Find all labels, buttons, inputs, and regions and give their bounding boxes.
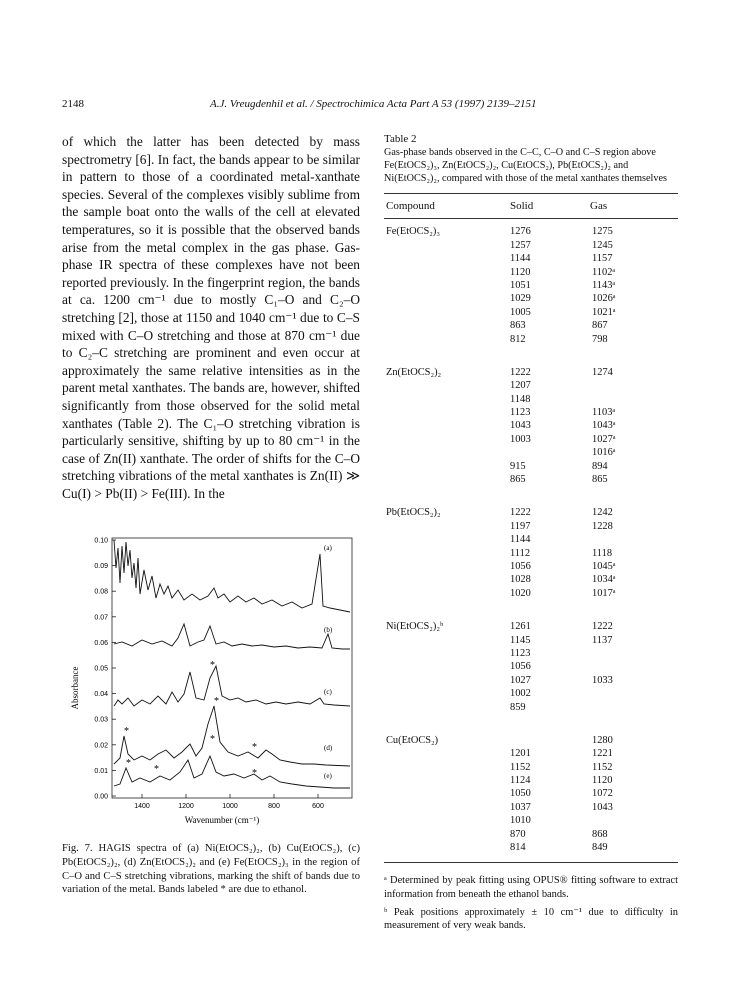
y-tick-label: 0.01 (94, 767, 108, 775)
header-compound: Compound (386, 200, 435, 213)
solid-cell: 1148 (510, 393, 531, 405)
table-row (384, 379, 678, 392)
gas-cell: 1118 (592, 547, 613, 559)
y-tick-label: 0.05 (94, 665, 108, 673)
solid-cell: 1201 (510, 748, 531, 760)
gas-cell: 1016ᵃ (592, 447, 616, 459)
ethanol-marker: * (252, 742, 257, 753)
gas-cell: 849 (592, 842, 608, 854)
table-row (384, 734, 678, 747)
group-spacer (384, 600, 678, 620)
group-spacer (384, 486, 678, 506)
solid-cell: 1112 (510, 547, 531, 559)
ethanol-marker: * (210, 660, 215, 671)
table-caption: Gas-phase bands observed in the C–C, C–O and C–S region above Fe(EtOCS₂)₃, Zn(EtOCS₂)₂, Cu(EtOCS₂), Pb(EtOCS₂)₂ and Ni(EtOCS₂)₂, compared with those of the metal xanthates themselves (384, 147, 667, 184)
gas-cell: 798 (592, 333, 608, 345)
table-row (384, 787, 678, 800)
gas-cell: 1102ᵃ (592, 266, 616, 278)
solid-cell: 1043 (510, 420, 531, 432)
header-solid: Solid (510, 200, 534, 213)
y-tick-label: 0.06 (94, 639, 108, 647)
table-row (384, 366, 678, 379)
table-row (384, 573, 678, 586)
ethanol-marker: * (154, 764, 159, 775)
table-row (384, 747, 678, 760)
table-row (384, 266, 678, 279)
table-row (384, 419, 678, 432)
trace-label-e: (e) (324, 772, 332, 780)
gas-cell: 867 (592, 320, 608, 332)
solid-cell: 1027 (510, 674, 531, 686)
y-tick-label: 0.10 (94, 537, 108, 545)
solid-cell: 1145 (510, 634, 531, 646)
solid-cell: 1197 (510, 520, 531, 532)
solid-cell: 870 (510, 828, 526, 840)
y-ticks (94, 538, 116, 801)
x-axis-label: Wavenumber (cm⁻¹) (184, 815, 260, 825)
trace-e (114, 756, 350, 788)
gas-cell: 1021ᵃ (592, 306, 616, 318)
solid-cell: 1276 (510, 226, 531, 238)
gas-cell: 1143ᵃ (592, 279, 616, 291)
solid-cell: 863 (510, 320, 526, 332)
compound-cell: Pb(EtOCS₂)₂ (386, 507, 441, 519)
header-gas: Gas (590, 200, 608, 213)
compound-cell: Ni(EtOCS₂)₂ᵇ (386, 621, 444, 633)
solid-cell: 1144 (510, 253, 531, 265)
table-row (384, 828, 678, 841)
table-row (384, 647, 678, 660)
ethanol-marker: * (126, 758, 131, 769)
solid-cell: 1124 (510, 775, 531, 787)
table-row (384, 774, 678, 787)
table-row (384, 279, 678, 292)
table-row (384, 446, 678, 459)
gas-cell: 1120 (592, 775, 613, 787)
gas-cell: 1280 (592, 734, 613, 746)
table-row (384, 587, 678, 600)
compound-cell: Cu(EtOCS₂) (386, 734, 439, 746)
gas-cell: 1152 (592, 761, 613, 773)
table-row (384, 801, 678, 814)
spectra-plot (62, 528, 360, 828)
group-spacer (384, 346, 678, 366)
x-tick-label: 800 (268, 803, 280, 810)
table-row (384, 761, 678, 774)
solid-cell: 1003 (510, 433, 531, 445)
table-row (384, 333, 678, 346)
ethanol-marker: * (124, 726, 129, 737)
gas-cell: 1222 (592, 621, 613, 633)
solid-cell: 1050 (510, 788, 531, 800)
gas-cell: 1017ᵃ (592, 587, 616, 599)
x-ticks (134, 794, 324, 810)
y-tick-label: 0.09 (94, 563, 108, 571)
solid-cell: 1056 (510, 661, 531, 673)
group-spacer (384, 714, 678, 734)
running-head: A.J. Vreugdenhil et al. / Spectrochimica Acta Part A 53 (1997) 2139–2151 (210, 98, 537, 110)
solid-cell: 814 (510, 842, 526, 854)
ethanol-marker: * (252, 768, 257, 779)
gas-cell: 1043 (592, 801, 613, 813)
y-tick-label: 0.03 (94, 716, 108, 724)
solid-cell: 1002 (510, 688, 531, 700)
solid-cell: 1152 (510, 761, 531, 773)
table-row (384, 701, 678, 714)
table-body (384, 225, 678, 854)
gas-cell: 1045ᵃ (592, 560, 616, 572)
compound-cell: Zn(EtOCS₂)₂ (386, 366, 442, 378)
trace-label-b: (b) (324, 626, 333, 634)
solid-cell: 1051 (510, 279, 531, 291)
gas-cell: 1034ᵃ (592, 574, 616, 586)
trace-c (114, 666, 350, 706)
trace-labels (124, 544, 333, 780)
table-row (384, 620, 678, 633)
table-row (384, 547, 678, 560)
table-row (384, 406, 678, 419)
table-footnotes (384, 874, 678, 937)
table-row (384, 460, 678, 473)
footnote-b: ᵇ Peak positions approximately ± 10 cm⁻¹ due to difficulty in measurement of very weak bands. (384, 906, 678, 932)
gas-cell: 1228 (592, 520, 613, 532)
gas-cell: 1033 (592, 674, 613, 686)
solid-cell: 1005 (510, 306, 531, 318)
page-number: 2148 (62, 98, 84, 110)
gas-cell: 1275 (592, 226, 613, 238)
ethanol-marker: * (210, 734, 215, 745)
figure-7 (62, 528, 360, 828)
y-tick-label: 0.07 (94, 614, 108, 622)
table-header (384, 194, 678, 218)
gas-cell: 1027ᵃ (592, 433, 616, 445)
gas-cell: 894 (592, 460, 608, 472)
gas-cell: 1072 (592, 788, 613, 800)
solid-cell: 1123 (510, 407, 531, 419)
trace-label-a: (a) (324, 544, 332, 552)
trace-label-c: (c) (324, 688, 332, 696)
trace-d (114, 706, 350, 766)
right-column (384, 133, 678, 863)
gas-cell: 1274 (592, 366, 613, 378)
figure-caption: Fig. 7. HAGIS spectra of (a) Ni(EtOCS₂)₂, (b) Cu(EtOCS₂), (c) Pb(EtOCS₂)₂, (d) Zn(EtOCS₂)₂ and (e) Fe(EtOCS₂)₃ in the region of C–O and C–S stretching vibrations, marking the shift of bands due to variation of the metal. Bands labeled * are due to ethanol. (62, 843, 360, 896)
gas-cell: 1157 (592, 253, 613, 265)
solid-cell: 1222 (510, 366, 531, 378)
y-tick-label: 0.08 (94, 588, 108, 596)
solid-cell: 915 (510, 460, 526, 472)
gas-cell: 1103ᵃ (592, 407, 616, 419)
x-tick-label: 1400 (134, 803, 150, 810)
y-tick-label: 0.00 (94, 793, 108, 801)
table-row (384, 306, 678, 319)
solid-cell: 1222 (510, 507, 531, 519)
table-row (384, 687, 678, 700)
y-tick-label: 0.02 (94, 742, 108, 750)
table-row (384, 433, 678, 446)
gas-cell: 868 (592, 828, 608, 840)
table-row (384, 319, 678, 332)
solid-cell: 1010 (510, 815, 531, 827)
gas-cell: 1043ᵃ (592, 420, 616, 432)
gas-cell: 1245 (592, 239, 613, 251)
table-title: Table 2 (384, 133, 417, 145)
table-row (384, 520, 678, 533)
trace-a (114, 540, 350, 612)
table-row (384, 560, 678, 573)
table-row (384, 252, 678, 265)
table-row (384, 239, 678, 252)
solid-cell: 1020 (510, 587, 531, 599)
spectra-traces (114, 540, 350, 788)
gas-cell: 1221 (592, 748, 613, 760)
trace-b (114, 624, 350, 649)
left-column (62, 133, 360, 502)
solid-cell: 1120 (510, 266, 531, 278)
body-paragraph: of which the latter has been detected by mass spectrometry [6]. In fact, the bands appear to be similar in pattern to those of a coordinated metal-xanthate species. Several of the complexes visibly sublime from the sample boat onto the walls of the cell at elevated temperatures, so it is possible that the observed bands arise from the metal complex in the gas phase. Gas-phase IR spectra of these complexes have not been reported previously. In the fingerprint region, the bands at ca. 1200 cm⁻¹ due to mostly C₁–O and C₂–O stretching [2], those at 1150 and 1040 cm⁻¹ due to C–S mixed with C–O stretching and those at 870 cm⁻¹ due to C₂–C stretching are prominent and even occur at approximately the same relative intensities as in the parent metal xanthates. The bands are, however, shifted significantly from those observed for the solid metal xanthates (Table 2). The C₁–O stretching vibration is particularly sensitive, shifting by up to 80 cm⁻¹ in the case of Zn(II) xanthate. The order of shifts for the C–O stretching vibrations of the metal xanthates is Zn(II) ≫ Cu(I) > Pb(II) > Fe(III). In the (62, 134, 360, 501)
table-row (384, 533, 678, 546)
solid-cell: 1029 (510, 293, 531, 305)
compound-cell: Fe(EtOCS₂)₃ (386, 226, 441, 238)
table-row (384, 841, 678, 854)
gas-cell: 1242 (592, 507, 613, 519)
table-row (384, 225, 678, 238)
solid-cell: 1261 (510, 621, 531, 633)
table-bottom-rule (384, 862, 678, 863)
solid-cell: 865 (510, 474, 526, 486)
solid-cell: 1037 (510, 801, 531, 813)
x-tick-label: 1000 (222, 803, 238, 810)
x-tick-label: 600 (312, 803, 324, 810)
x-tick-label: 1200 (178, 803, 194, 810)
y-axis-label: Absorbance (70, 666, 80, 710)
y-tick-label: 0.04 (94, 691, 108, 699)
gas-cell: 1026ᵃ (592, 293, 616, 305)
gas-cell: 865 (592, 474, 608, 486)
table-row (384, 393, 678, 406)
solid-cell: 1028 (510, 574, 531, 586)
trace-label-d: (d) (324, 744, 333, 752)
table-row (384, 473, 678, 486)
gas-cell: 1137 (592, 634, 613, 646)
table-row (384, 292, 678, 305)
table-row (384, 674, 678, 687)
table-row (384, 634, 678, 647)
solid-cell: 1123 (510, 647, 531, 659)
table-row (384, 506, 678, 519)
solid-cell: 859 (510, 701, 526, 713)
footnote-a: ᵃ Determined by peak fitting using OPUS® fitting software to extract information from beneath the ethanol bands. (384, 875, 678, 900)
ethanol-marker: * (214, 696, 219, 707)
solid-cell: 812 (510, 333, 526, 345)
solid-cell: 1144 (510, 534, 531, 546)
solid-cell: 1207 (510, 380, 531, 392)
solid-cell: 1257 (510, 239, 531, 251)
table-row (384, 660, 678, 673)
table-row (384, 814, 678, 827)
solid-cell: 1056 (510, 560, 531, 572)
